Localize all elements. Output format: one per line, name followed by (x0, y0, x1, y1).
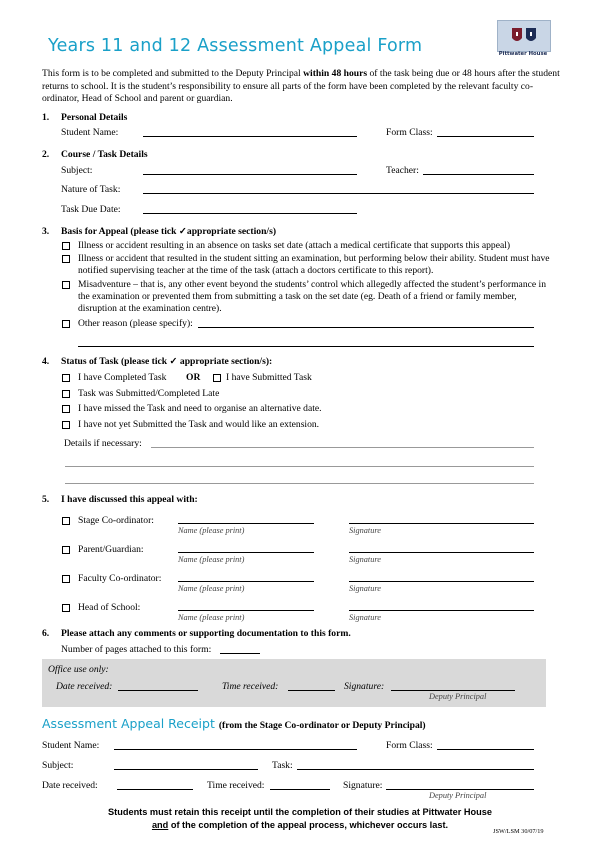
name-hint: Name (please print) (178, 584, 245, 593)
receipt-subject-label: Subject: (42, 760, 74, 771)
other-reason-field-2[interactable] (78, 346, 534, 347)
head-of-school-label: Head of School: (78, 602, 141, 613)
due-date-field[interactable] (143, 213, 357, 214)
receipt-time-field[interactable] (270, 789, 330, 790)
pages-attached-field[interactable] (220, 653, 260, 654)
extension-checkbox[interactable] (62, 421, 70, 429)
appeal-illness-label: Illness or accident resulting in an absence on tasks set date (attach a medical certificate that supports this appeal) (78, 240, 511, 251)
section4-heading: Status of Task (please tick ✓ appropriate section/s): (61, 356, 273, 367)
head-of-school-name-field[interactable] (178, 610, 314, 611)
appeal-other-label: Other reason (please specify): (78, 318, 193, 329)
school-logo (497, 20, 549, 60)
parent-guardian-name-field[interactable] (178, 552, 314, 553)
or-label: OR (186, 372, 201, 383)
receipt-subtitle: (from the Stage Co-ordinator or Deputy Principal) (218, 720, 426, 731)
signature-hint: Signature (349, 584, 381, 593)
section3-heading: Basis for Appeal (please tick ✓appropriate section/s) (61, 226, 277, 237)
footer-notice (40, 806, 560, 832)
intro-paragraph (42, 68, 560, 106)
late-task-label: Task was Submitted/Completed Late (78, 388, 220, 399)
appeal-misadventure-label: Misadventure – that is, any other event beyond the students’ control which allegedly affected the student’s performance in the examination or prevented them from submitting a task on the set date (eg. Death of a friend or family member, disruption at the examination centre). (78, 279, 546, 314)
student-name-label: Student Name: (61, 127, 119, 138)
head-of-school-checkbox[interactable] (62, 604, 70, 612)
parent-guardian-label: Parent/Guardian: (78, 544, 144, 555)
section6-number: 6. (42, 628, 50, 639)
signature-hint: Signature (349, 526, 381, 535)
submitted-task-label: I have Submitted Task (226, 372, 312, 383)
nature-of-task-field[interactable] (143, 193, 534, 194)
stage-coordinator-label: Stage Co-ordinator: (78, 515, 154, 526)
receipt-time-label: Time received: (207, 780, 265, 791)
faculty-coordinator-name-field[interactable] (178, 581, 314, 582)
office-use-panel (42, 659, 546, 707)
faculty-coordinator-signature-field[interactable] (349, 581, 534, 582)
intro-text: This form is to be completed and submitted to the Deputy Principal (42, 68, 304, 79)
footer-line-2 (40, 819, 560, 832)
teacher-field[interactable] (423, 174, 534, 175)
appeal-illness-checkbox[interactable] (62, 242, 70, 250)
section2-number: 2. (42, 149, 50, 160)
section5-heading: I have discussed this appeal with: (61, 494, 198, 505)
section1-number: 1. (42, 112, 50, 123)
nature-of-task-label: Nature of Task: (61, 184, 121, 195)
section6-heading: Please attach any comments or supporting documentation to this form. (61, 628, 351, 639)
receipt-signature-field[interactable] (386, 789, 534, 790)
pages-attached-label: Number of pages attached to this form: (61, 644, 212, 655)
footer-line-1: Students must retain this receipt until the completion of their studies at Pittwater House (108, 807, 492, 817)
submitted-task-checkbox[interactable] (213, 374, 221, 382)
crest-icon (497, 20, 551, 52)
details-label: Details if necessary: (64, 438, 142, 449)
receipt-student-name-field[interactable] (114, 749, 357, 750)
office-time-label: Time received: (222, 681, 279, 692)
other-reason-field[interactable] (198, 327, 534, 328)
receipt-deputy-hint: Deputy Principal (429, 791, 487, 800)
section2-heading: Course / Task Details (61, 149, 148, 160)
intro-text-cont: of the task being due or 48 hours after the student returns to school. It is the student’s responsibility to ensure all parts of the form have been completed by the relevant faculty co-ordinator, Head of School and parent or guardian. (42, 68, 560, 104)
teacher-label: Teacher: (386, 165, 419, 176)
missed-task-checkbox[interactable] (62, 405, 70, 413)
receipt-date-field[interactable] (117, 789, 193, 790)
head-of-school-signature-field[interactable] (349, 610, 534, 611)
receipt-student-name-label: Student Name: (42, 740, 100, 751)
page-title: Years 11 and 12 Assessment Appeal Form (48, 36, 423, 56)
intro-deadline: within 48 hours (303, 68, 368, 79)
faculty-coordinator-label: Faculty Co-ordinator: (78, 573, 162, 584)
section5-number: 5. (42, 494, 50, 505)
receipt-signature-label: Signature: (343, 780, 383, 791)
details-field-2[interactable] (65, 466, 534, 467)
due-date-label: Task Due Date: (61, 204, 121, 215)
office-time-field[interactable] (288, 690, 335, 691)
form-class-field[interactable] (437, 136, 534, 137)
stage-coordinator-signature-field[interactable] (349, 523, 534, 524)
section3-number: 3. (42, 226, 50, 237)
student-name-field[interactable] (143, 136, 357, 137)
missed-task-label: I have missed the Task and need to organise an alternative date. (78, 403, 322, 414)
receipt-form-class-label: Form Class: (386, 740, 433, 751)
office-date-field[interactable] (118, 690, 198, 691)
completed-task-checkbox[interactable] (62, 374, 70, 382)
signature-hint: Signature (349, 555, 381, 564)
completed-task-label: I have Completed Task (78, 372, 167, 383)
receipt-form-class-field[interactable] (437, 749, 534, 750)
office-use-heading: Office use only: (48, 664, 109, 675)
subject-label: Subject: (61, 165, 93, 176)
appeal-other-checkbox[interactable] (62, 320, 70, 328)
details-field[interactable] (151, 447, 534, 448)
faculty-coordinator-checkbox[interactable] (62, 575, 70, 583)
footer-and: and (151, 820, 169, 830)
receipt-task-field[interactable] (297, 769, 534, 770)
subject-field[interactable] (143, 174, 357, 175)
receipt-subject-field[interactable] (114, 769, 258, 770)
name-hint: Name (please print) (178, 613, 245, 622)
receipt-title (42, 716, 426, 731)
office-signature-label: Signature: (344, 681, 385, 692)
document-code: JSW/LSM 30/07/19 (493, 828, 544, 835)
form-class-label: Form Class: (386, 127, 433, 138)
office-signature-field[interactable] (391, 690, 515, 691)
extension-label: I have not yet Submitted the Task and would like an extension. (78, 419, 320, 430)
footer-line-2-rest: of the completion of the appeal process, whichever occurs last. (168, 820, 449, 830)
signature-hint: Signature (349, 613, 381, 622)
receipt-title-text: Assessment Appeal Receipt (42, 716, 215, 731)
office-date-label: Date received: (56, 681, 113, 692)
section1-heading: Personal Details (61, 112, 128, 123)
logo-text: Pittwater House (498, 51, 548, 57)
receipt-date-label: Date received: (42, 780, 98, 791)
deputy-principal-hint: Deputy Principal (429, 692, 487, 701)
name-hint: Name (please print) (178, 555, 245, 564)
receipt-task-label: Task: (272, 760, 293, 771)
appeal-exam-checkbox[interactable] (62, 255, 70, 263)
stage-coordinator-name-field[interactable] (178, 523, 314, 524)
section4-number: 4. (42, 356, 50, 367)
parent-guardian-signature-field[interactable] (349, 552, 534, 553)
late-task-checkbox[interactable] (62, 390, 70, 398)
stage-coordinator-checkbox[interactable] (62, 517, 70, 525)
appeal-exam-label: Illness or accident that resulted in the student sitting an examination, but performing below their ability. Student must have notified supervising teacher at the time of the task (attach a doctors certificate to this report). (78, 253, 550, 276)
details-field-3[interactable] (65, 483, 534, 484)
appeal-misadventure-checkbox[interactable] (62, 281, 70, 289)
parent-guardian-checkbox[interactable] (62, 546, 70, 554)
name-hint: Name (please print) (178, 526, 245, 535)
